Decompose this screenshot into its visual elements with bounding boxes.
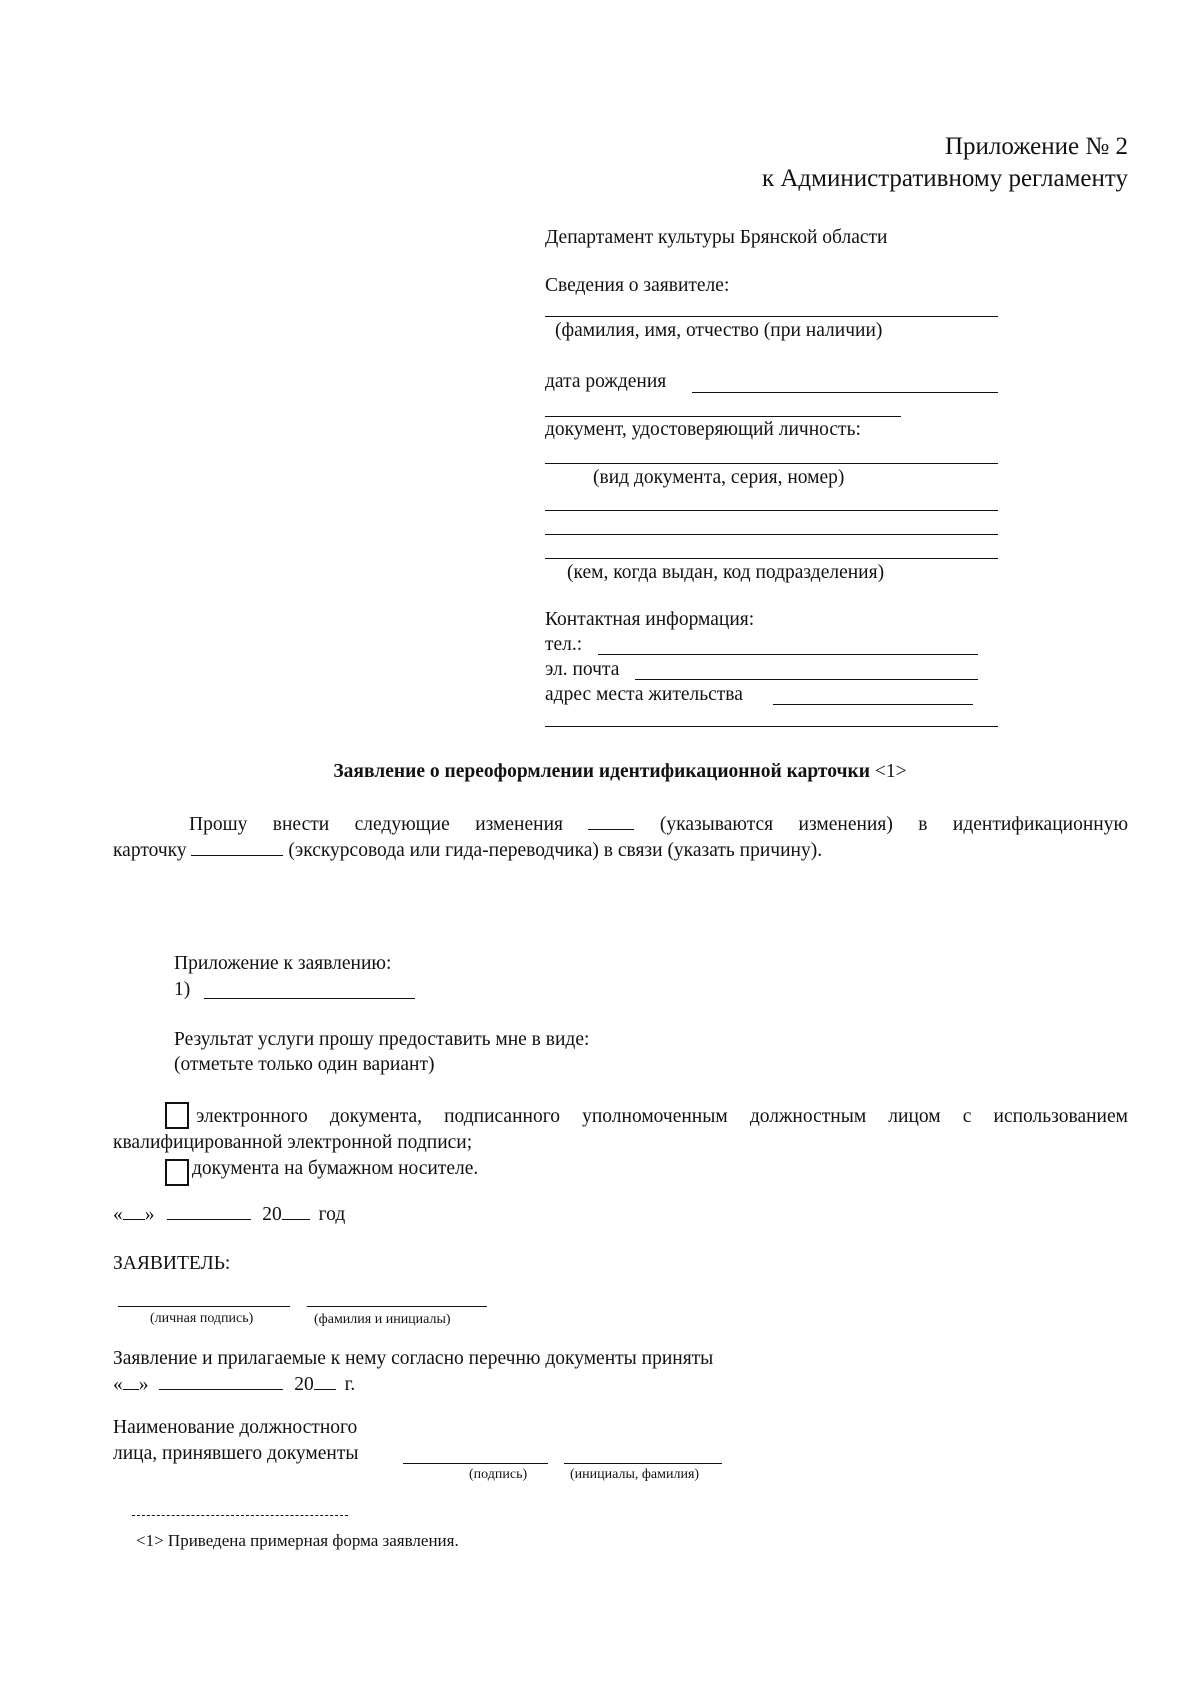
birth-date-field-line[interactable] — [692, 392, 998, 393]
option-electronic-text-b: квалифицированной электронной подписи; — [113, 1132, 473, 1153]
official-signature-caption: (подпись) — [469, 1467, 528, 1482]
statement-title-note: <1> — [874, 761, 907, 782]
id-document-label: документ, удостоверяющий личность: — [545, 419, 861, 440]
applicant-heading: Сведения о заявителе: — [545, 275, 730, 296]
date-day-field[interactable] — [123, 1219, 145, 1220]
address-field-line[interactable] — [773, 704, 973, 705]
applicant-name-line[interactable] — [307, 1306, 487, 1307]
fio-field-line[interactable] — [545, 316, 998, 317]
date-year-field[interactable] — [282, 1219, 310, 1220]
date-open-quote: « — [113, 1204, 123, 1225]
fio-caption: (фамилия, имя, отчество (при наличии) — [555, 320, 883, 341]
appendix-title: Приложение № 2 — [944, 133, 1128, 160]
attachment-1-field-line[interactable] — [204, 998, 415, 999]
address-extra-line[interactable] — [545, 726, 998, 727]
issued-field-line-1[interactable] — [545, 510, 998, 511]
official-title-line2: лица, принявшего документы — [113, 1443, 359, 1464]
id-document-field-line[interactable] — [545, 463, 998, 464]
acceptance-year-prefix: 20 — [294, 1374, 314, 1395]
result-heading: Результат услуги прошу предоставить мне в виде: — [174, 1029, 590, 1050]
acceptance-open-quote: « — [113, 1374, 123, 1395]
request-paragraph — [113, 812, 1128, 864]
address-label: адрес места жительства — [545, 684, 743, 705]
applicant-signature-label: ЗАЯВИТЕЛЬ: — [113, 1253, 231, 1274]
acceptance-year-field[interactable] — [314, 1389, 336, 1390]
date-month-field[interactable] — [167, 1219, 251, 1220]
phone-label: тел.: — [545, 634, 583, 655]
email-field-line[interactable] — [635, 679, 978, 680]
footnote-separator — [132, 1515, 348, 1516]
footnote-text: <1> Приведена примерная форма заявления. — [136, 1531, 459, 1550]
request-text-c: карточку — [113, 840, 187, 861]
changes-field-line[interactable] — [588, 829, 634, 830]
id-document-caption: (вид документа, серия, номер) — [593, 467, 845, 488]
attachments-heading: Приложение к заявлению: — [174, 953, 392, 974]
phone-field-line[interactable] — [598, 654, 978, 655]
official-initials-line[interactable] — [564, 1463, 722, 1464]
department-name: Департамент культуры Брянской области — [545, 227, 888, 248]
issued-field-line-3[interactable] — [545, 558, 998, 559]
applicant-signature-line[interactable] — [118, 1306, 290, 1307]
statement-title: Заявление о переоформлении идентификационной карточки — [333, 761, 870, 782]
acceptance-month-field[interactable] — [159, 1389, 283, 1390]
statement-title-row — [0, 761, 1200, 783]
date-year-prefix: 20 — [262, 1204, 282, 1225]
official-signature-line[interactable] — [403, 1463, 548, 1464]
option-electronic-checkbox[interactable] — [165, 1102, 189, 1129]
date-year-suffix: год — [318, 1204, 346, 1225]
issued-field-line-2[interactable] — [545, 534, 998, 535]
applicant-signature-caption: (личная подпись) — [150, 1311, 254, 1326]
date-row — [113, 1204, 345, 1226]
acceptance-year-suffix: г. — [344, 1374, 356, 1395]
birth-date-extra-line[interactable] — [545, 416, 901, 417]
option-paper-checkbox[interactable] — [165, 1159, 189, 1186]
official-initials-caption: (инициалы, фамилия) — [570, 1467, 700, 1482]
official-title-line1: Наименование должностного — [113, 1417, 358, 1438]
acceptance-date-row — [113, 1374, 355, 1396]
applicant-name-caption: (фамилия и инициалы) — [314, 1312, 451, 1327]
attachment-1-label: 1) — [174, 979, 191, 1000]
card-type-field-line[interactable] — [191, 855, 283, 856]
acceptance-day-field[interactable] — [123, 1389, 139, 1390]
birth-date-label: дата рождения — [545, 371, 667, 392]
request-text-d: (экскурсовода или гида-переводчика) в связи (указать причину). — [288, 840, 823, 861]
request-text-b: (указываются изменения) в идентификационную — [659, 814, 1129, 835]
result-hint: (отметьте только один вариант) — [174, 1054, 435, 1075]
option-electronic-text-a: электронного документа, подписанного уполномоченным должностным лицом с использованием — [196, 1106, 1128, 1127]
acceptance-close-quote: » — [138, 1374, 149, 1395]
issued-caption: (кем, когда выдан, код подразделения) — [567, 562, 885, 583]
request-text-a: Прошу внести следующие изменения — [189, 814, 563, 835]
contacts-heading: Контактная информация: — [545, 609, 755, 630]
date-close-quote: » — [144, 1204, 155, 1225]
acceptance-text: Заявление и прилагаемые к нему согласно перечню документы приняты — [113, 1348, 714, 1369]
appendix-subtitle: к Административному регламенту — [761, 165, 1128, 192]
option-paper-text: документа на бумажном носителе. — [192, 1158, 479, 1179]
email-label: эл. почта — [545, 659, 620, 680]
